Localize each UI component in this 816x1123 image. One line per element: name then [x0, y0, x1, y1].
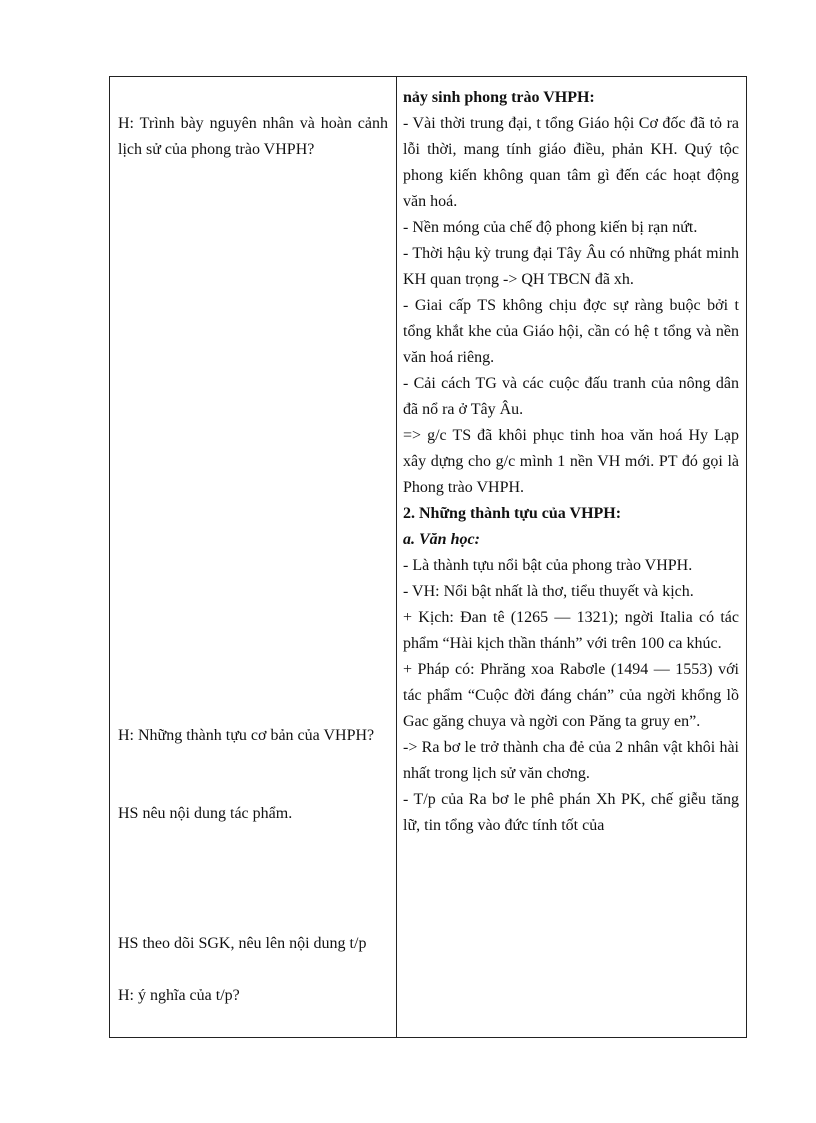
paragraph-dante: + Kịch: Đan tê (1265 — 1321); ngời Italia có tác phẩm “Hài kịch thần thánh” với trên 100 ca khúc.: [403, 609, 739, 652]
question-achievements: H: Những thành tựu cơ bản của VHPH?: [118, 727, 375, 744]
column-divider: [396, 77, 397, 1037]
paragraph-meaning: - T/p của Ra bơ le phê phán Xh PK, chế giễu tăng lữ, tin tổng vào đức tính tốt của: [403, 791, 739, 834]
question-meaning: H: ý nghĩa của t/p?: [118, 987, 240, 1004]
paragraph-inventions: - Thời hậu kỳ trung đại Tây Âu có những phát minh KH quan trọng -> QH TBCN đã xh.: [403, 245, 739, 288]
heading-origin: nảy sinh phong trào VHPH:: [403, 89, 595, 106]
heading-achievements: 2. Những thành tựu của VHPH:: [403, 505, 622, 522]
student-task-content: HS nêu nội dung tác phẩm.: [118, 805, 293, 822]
paragraph-conclusion: => g/c TS đã khôi phục tinh hoa văn hoá Hy Lạp xây dựng cho g/c mình 1 nền VH mới. PT đó gọi là Phong trào VHPH.: [403, 427, 739, 496]
heading-literature: a. Văn học:: [403, 531, 480, 548]
paragraph-foundation: - Nền móng của chế độ phong kiến bị rạn nứt.: [403, 219, 698, 236]
paragraph-literature-highlight: - Là thành tựu nổi bật của phong trào VHPH.: [403, 557, 693, 574]
paragraph-genres: - VH: Nổi bật nhất là thơ, tiểu thuyết và kịch.: [403, 583, 694, 600]
paragraph-bourgeoisie: - Giai cấp TS không chịu đợc sự ràng buộc bởi t tổng khắt khe của Giáo hội, cần có hệ t tổng và nền văn hoá riêng.: [403, 297, 739, 366]
right-column: [403, 85, 739, 839]
paragraph-reform: - Cải cách TG và các cuộc đấu tranh của nông dân đã nổ ra ở Tây Âu.: [403, 375, 739, 418]
question-causes: H: Trình bày nguyên nhân và hoàn cảnh lịch sử của phong trào VHPH?: [118, 115, 388, 158]
paragraph-church: - Vài thời trung đại, t tổng Giáo hội Cơ đốc đã tỏ ra lỗi thời, mang tính giáo điều, phản KH. Quý tộc phong kiến không quan tâm gì đến các hoạt động văn hoá.: [403, 115, 739, 210]
paragraph-rabelais-legacy: -> Ra bơ le trở thành cha đẻ của 2 nhân vật khôi hài nhất trong lịch sử văn chơng.: [403, 739, 739, 782]
student-task-sgk: HS theo dõi SGK, nêu lên nội dung t/p: [118, 935, 367, 952]
paragraph-rabelais: + Pháp có: Phrăng xoa Rabơle (1494 — 1553) với tác phẩm “Cuộc đời đáng chán” của ngời khổng lồ Gac găng chuya và ngời con Păng ta gruy en”.: [403, 661, 739, 730]
content-table: [109, 76, 747, 1038]
